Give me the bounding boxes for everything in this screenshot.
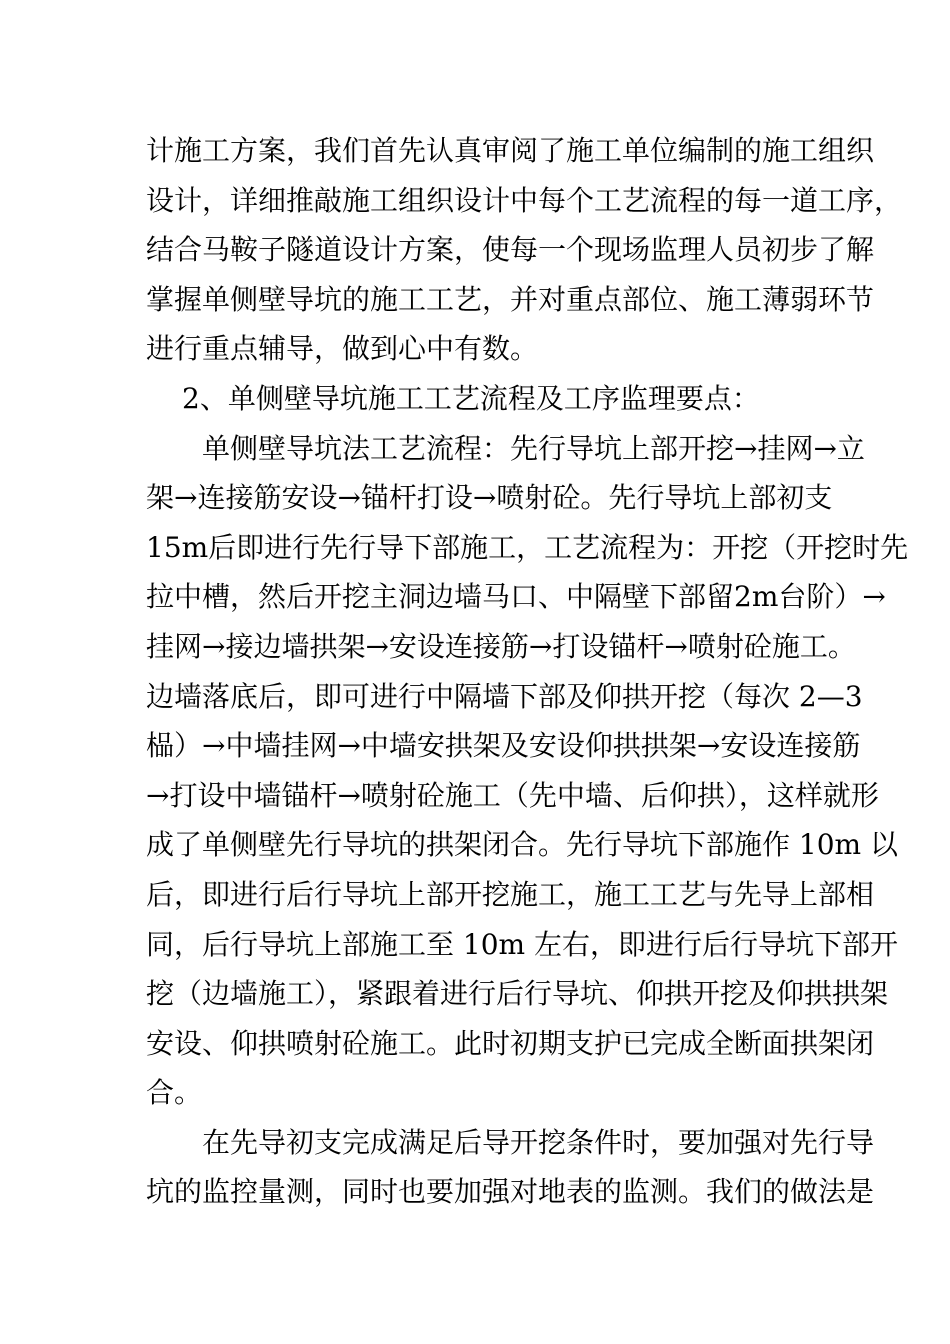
section-heading: 2、单侧壁导坑施工工艺流程及工序监理要点： (182, 381, 760, 415)
text-line: 成了单侧壁先行导坑的拱架闭合。先行导坑下部施作 10m 以 (146, 828, 898, 862)
text-line: 合。 (146, 1076, 203, 1110)
section-heading-2 (146, 374, 810, 424)
text-line: 同，后行导坑上部施工至 10m 左右，即进行后行导坑下部开 (146, 927, 898, 961)
text-line: 挂网→接边墙拱架→安设连接筋→打设锚杆→喷射砼施工。 (146, 629, 856, 663)
text-line: 边墙落底后，即可进行中隔墙下部及仰拱开挖（每次 2—3 (146, 679, 863, 713)
text-line: 结合马鞍子隧道设计方案，使每一个现场监理人员初步了解 (146, 233, 875, 267)
text-line: 坑的监控量测，同时也要加强对地表的监测。我们的做法是 (146, 1175, 875, 1209)
text-line: 安设、仰拱喷射砼施工。此时初期支护已完成全断面拱架闭 (146, 1026, 875, 1060)
text-line: 设计，详细推敲施工组织设计中每个工艺流程的每一道工序， (146, 183, 903, 217)
text-line: →打设中墙锚杆→喷射砼施工（先中墙、后仰拱），这样就形 (146, 778, 879, 812)
paragraph-1 (146, 126, 903, 374)
text-line: 计施工方案，我们首先认真审阅了施工单位编制的施工组织 (146, 134, 875, 167)
text-line: 架→连接筋安设→锚杆打设→喷射砼。先行导坑上部初支 (146, 481, 833, 515)
text-line: 15m后即进行先行导下部施工，工艺流程为：开挖（开挖时先 (146, 530, 909, 564)
text-line: 挖（边墙施工），紧跟着进行后行导坑、仰拱开挖及仰拱拱架 (146, 977, 889, 1011)
text-line: 进行重点辅导，做到心中有数。 (146, 332, 539, 366)
text-line: 榀）→中墙挂网→中墙安拱架及安设仰拱拱架→安设连接筋 (146, 729, 861, 763)
text-line: 拉中槽，然后开挖主洞边墙马口、中隔壁下部留2m台阶）→ (146, 580, 886, 614)
body-text (146, 126, 909, 1217)
paragraph-4 (146, 1118, 875, 1217)
text-line: 后，即进行后行导坑上部开挖施工，施工工艺与先导上部相 (146, 877, 875, 911)
text-line: 掌握单侧壁导坑的施工工艺，并对重点部位、施工薄弱环节 (146, 282, 875, 316)
text-line: 单侧壁导坑法工艺流程：先行导坑上部开挖→挂网→立 (202, 431, 865, 465)
text-line: 在先导初支完成满足后导开挖条件时，要加强对先行导 (202, 1125, 875, 1159)
paragraph-3 (146, 424, 909, 1118)
